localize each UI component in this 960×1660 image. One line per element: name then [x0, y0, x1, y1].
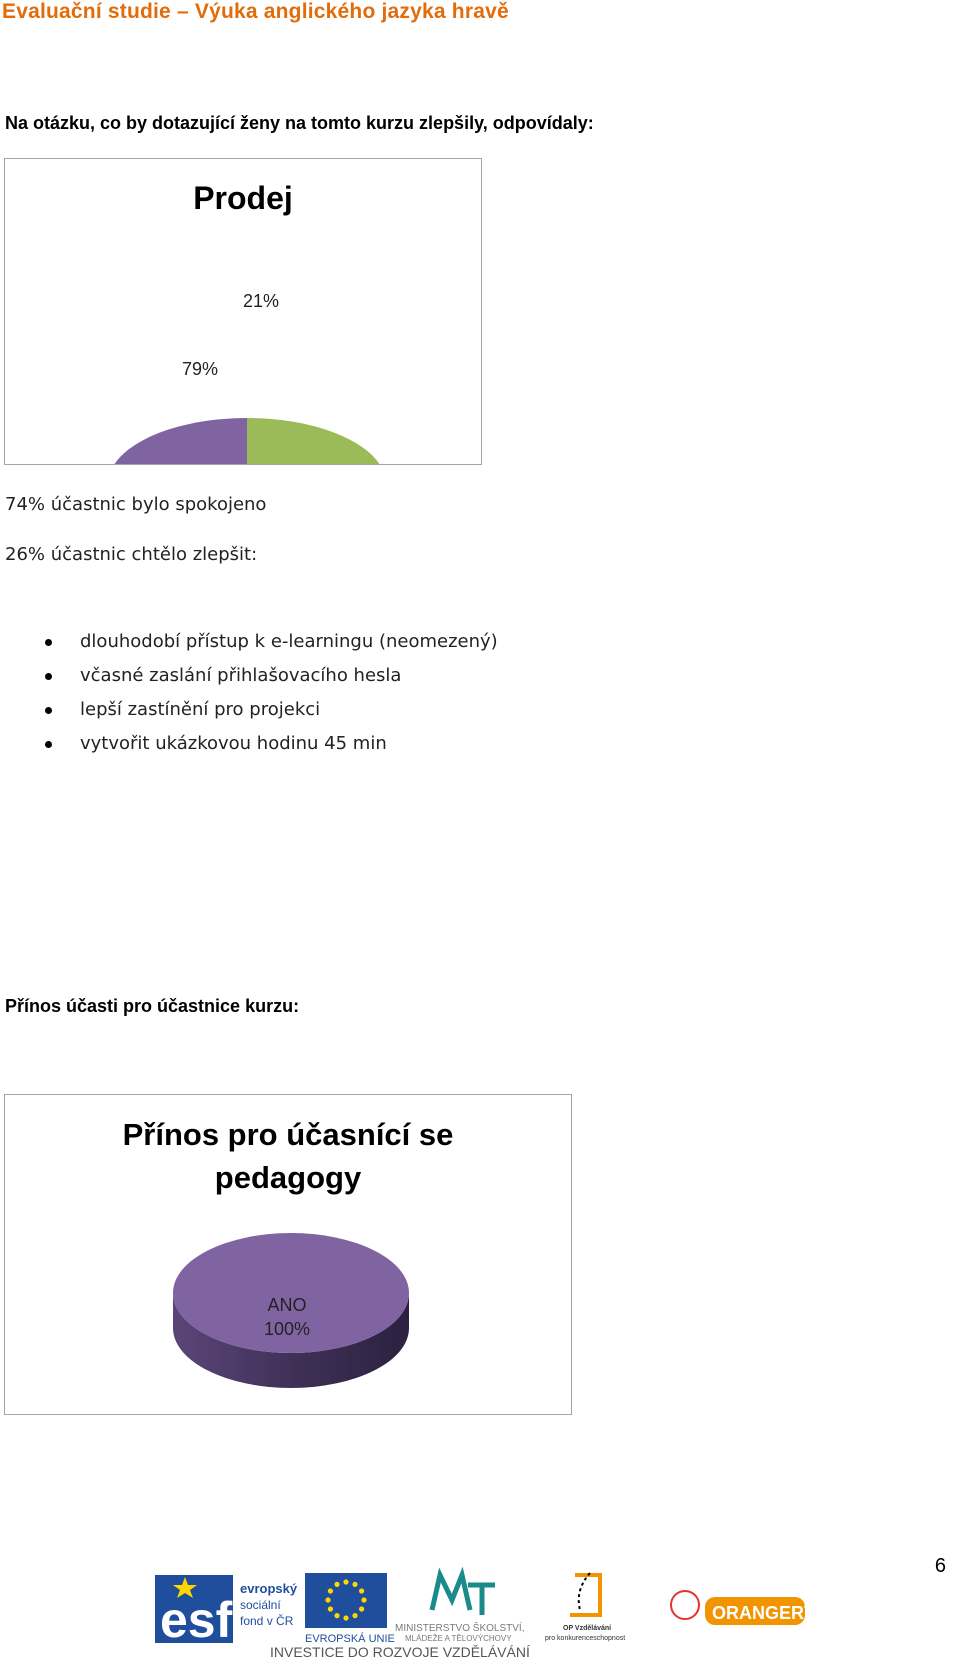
orangery-logo — [671, 1591, 815, 1625]
bullet-icon — [45, 673, 52, 680]
eu-flag-logo — [305, 1573, 395, 1645]
eu-star-icon — [328, 1606, 333, 1611]
svg-text:evropský: evropský — [240, 1581, 298, 1596]
chart-title-line-2: pedagogy — [214, 1160, 362, 1195]
list-item: vytvořit ukázkovou hodinu 45 min — [0, 727, 498, 761]
eu-star-icon — [352, 1582, 357, 1587]
footer-logos — [0, 1555, 960, 1660]
eu-star-icon — [343, 1615, 348, 1620]
question-text: Na otázku, co by dotazující ženy na tomto kurzu zlepšily, odpovídaly: — [5, 113, 594, 133]
svg-text:pro konkurenceschopnost: pro konkurenceschopnost — [545, 1635, 626, 1642]
pie-slice-0 — [247, 418, 382, 464]
list-item: dlouhodobí přístup k e-learningu (neomezený) — [0, 625, 498, 659]
pie-chart-prinos-svg — [5, 1095, 571, 1414]
section-heading: Přínos účasti pro účastnice kurzu: — [5, 996, 300, 1016]
list-item: včasné zaslání přihlašovacího hesla — [0, 659, 498, 693]
chart-title: Prodej — [193, 180, 293, 216]
op-vzdelavani-logo — [545, 1573, 625, 1642]
pie-chart-prodej-svg — [5, 159, 481, 464]
svg-text:esf: esf — [160, 1592, 233, 1648]
esf-logo — [155, 1575, 298, 1648]
msmt-logo — [395, 1575, 524, 1643]
pie-body — [108, 418, 386, 464]
bullet-icon — [45, 741, 52, 748]
eu-star-icon — [359, 1606, 364, 1611]
bullet-icon — [45, 707, 52, 714]
eu-star-icon — [325, 1597, 330, 1602]
slice-label-green: 21% — [242, 291, 280, 311]
svg-text:OP Vzdělávání: OP Vzdělávání — [563, 1625, 612, 1632]
eu-star-icon — [361, 1597, 366, 1602]
svg-text:EVROPSKÁ UNIE: EVROPSKÁ UNIE — [305, 1633, 395, 1645]
pie-chart-prinos — [4, 1094, 572, 1415]
list-item: lepší zastínění pro projekci — [0, 693, 498, 727]
eu-star-icon — [359, 1588, 364, 1593]
svg-text:ORANGERY: ORANGERY — [712, 1603, 816, 1623]
pie-chart-prodej — [4, 158, 482, 465]
bullet-icon — [45, 639, 52, 646]
svg-text:fond v ČR: fond v ČR — [240, 1614, 294, 1628]
svg-text:MLÁDEŽE A TĚLOVÝCHOVY: MLÁDEŽE A TĚLOVÝCHOVY — [405, 1634, 512, 1643]
summary-satisfied: 74% účastnic bylo spokojeno — [5, 494, 267, 515]
svg-text:sociální: sociální — [240, 1598, 281, 1612]
summary-improve: 26% účastnic chtělo zlepšit: — [5, 544, 258, 565]
eu-star-icon — [328, 1588, 333, 1593]
chart-title-line-1: Přínos pro účasnící se — [122, 1117, 454, 1152]
slice-label-percent: 100% — [263, 1319, 311, 1339]
slice-label-purple: 79% — [181, 359, 219, 379]
eu-star-icon — [334, 1582, 339, 1587]
eu-star-icon — [343, 1579, 348, 1584]
document-header-title: Evaluační studie – Výuka anglického jazyka hravě — [2, 0, 509, 23]
investice-text: INVESTICE DO ROZVOJE VZDĚLÁVÁNÍ — [270, 1644, 530, 1660]
eu-star-icon — [352, 1613, 357, 1618]
svg-text:MINISTERSTVO ŠKOLSTVÍ,: MINISTERSTVO ŠKOLSTVÍ, — [395, 1623, 525, 1634]
page-number: 6 — [934, 1555, 946, 1577]
eu-star-icon — [334, 1613, 339, 1618]
improvement-list — [0, 625, 498, 761]
slice-label-ano: ANO — [267, 1295, 307, 1315]
